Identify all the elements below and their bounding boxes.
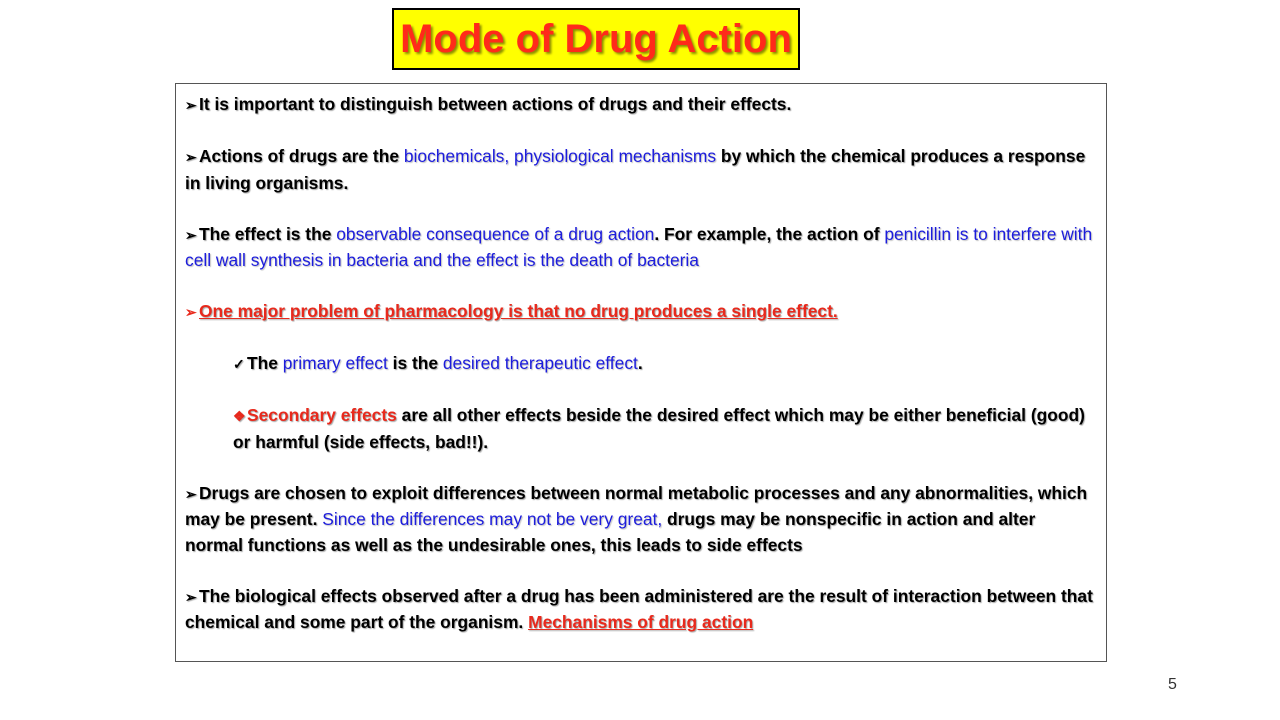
paragraph-distinguish [185,92,1097,119]
paragraph-text: is the [387,353,443,373]
arrow-bullet-icon: ➢ [185,97,197,113]
paragraph-major-problem [185,299,1097,326]
highlight-blue-text: primary effect [282,353,388,373]
paragraph-text: drugs may be nonspecific in action and alter normal functions as well as the undesirable ones, this leads to side effects [185,509,1036,555]
diamond-bullet-icon: ❖ [233,408,246,424]
arrow-bullet-icon: ➢ [185,485,197,502]
paragraph-secondary-effects [185,403,1097,455]
highlight-blue-text: desired therapeutic effect [442,353,638,373]
arrow-bullet-icon: ➢ [185,149,197,165]
arrow-bullet-icon: ➢ [185,588,197,605]
paragraph-text: by which the chemical produces a response in living organisms. [185,146,1086,193]
paragraph-text: are all other effects beside the desired effect which may be either beneficial (good) or harmful (side effects, bad!!). [233,405,1085,452]
paragraph-text: . [637,353,643,373]
content-box [175,83,1107,662]
highlight-blue-text: observable consequence of a drug action [336,223,655,244]
highlight-blue-text: Since the differences may not be very great, [322,509,663,529]
paragraph-primary-effect [185,351,1097,378]
slide-title: Mode of Drug Action [400,16,792,61]
title-box [392,8,800,70]
highlight-blue-text: biochemicals, physiological mechanisms [403,146,717,166]
paragraph-text: Actions of drugs are the [199,146,404,166]
highlight-red-text: One major problem of pharmacology is that no drug produces a single effect. [199,301,838,321]
paragraph-text: The biological effects observed after a drug has been administered are the result of interaction between that chemical and some part of the organism. [185,585,1093,632]
paragraph-drugs-chosen [185,481,1097,559]
arrow-bullet-icon: ➢ [185,226,197,243]
paragraph-text: The [247,353,283,373]
highlight-blue-text: penicillin is to interfere with cell wall synthesis in bacteria and the effect is the death of bacteria [185,223,1093,270]
paragraph-text: It is important to distinguish between actions of drugs and their effects. [199,94,792,114]
paragraph-text: Drugs are chosen to exploit differences between normal metabolic processes and any abnormalities, which may be present. [185,482,1088,529]
highlight-red-text: Secondary effects [247,405,397,425]
paragraph-biological-effects [185,584,1097,636]
mechanisms-link[interactable]: Mechanisms of drug action [528,612,754,632]
page-number: 5 [1168,676,1177,693]
paragraph-text: . For example, the action of [654,223,885,244]
paragraph-text: The effect is the [199,223,337,244]
arrow-bullet-icon: ➢ [185,304,197,320]
check-bullet-icon: ✓ [233,356,245,372]
paragraph-effect [185,222,1097,274]
paragraph-actions [185,144,1097,196]
